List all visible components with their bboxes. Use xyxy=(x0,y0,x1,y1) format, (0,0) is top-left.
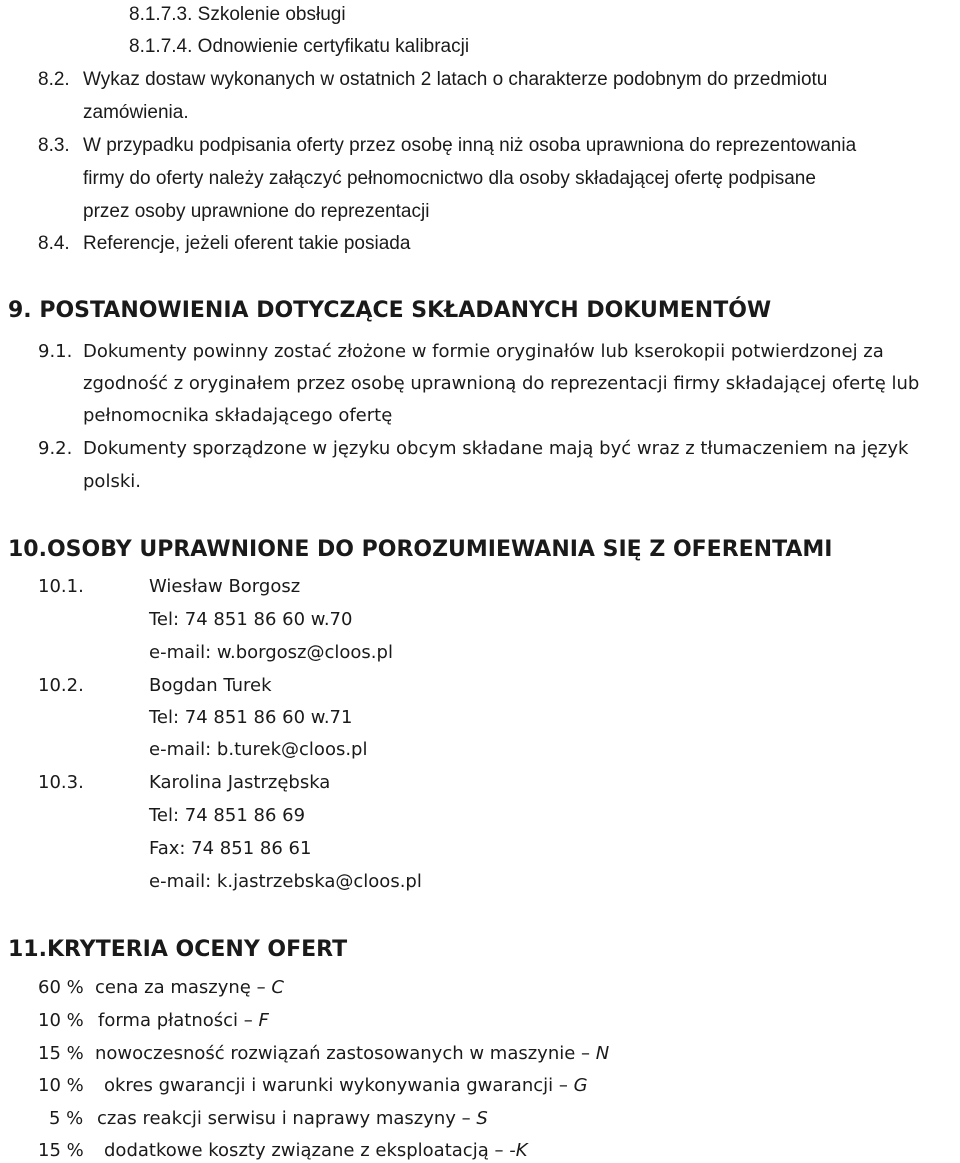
section-10-heading: 10.OSOBY UPRAWNIONE DO POROZUMIEWANIA SIĘ Z OFERENTAMI xyxy=(8,537,833,562)
item-number: 9.2. xyxy=(38,438,73,459)
criterion-weight: 15 % xyxy=(38,1140,84,1161)
criterion-symbol: F xyxy=(258,1010,269,1031)
criterion-weight: 10 % xyxy=(38,1010,84,1031)
item-text-line: W przypadku podpisania oferty przez osobę inną niż osoba uprawniona do reprezentowania xyxy=(83,135,857,156)
section-9-heading: 9. POSTANOWIENIA DOTYCZĄCE SKŁADANYCH DOKUMENTÓW xyxy=(8,298,772,323)
list-item-8-1-7-3 xyxy=(129,3,346,27)
criterion-weight: 15 % xyxy=(38,1043,84,1064)
criterion-symbol: -K xyxy=(509,1140,528,1161)
contact-name: Karolina Jastrzębska xyxy=(149,772,331,793)
criterion-symbol: G xyxy=(573,1075,588,1096)
criterion-symbol: S xyxy=(476,1108,488,1129)
item-number: 8.1.7.3. xyxy=(129,4,193,25)
item-text-line: zamówienia. xyxy=(83,102,189,123)
item-number: 8.4. xyxy=(38,233,70,254)
contact-number: 10.3. xyxy=(38,772,84,793)
item-text-line: Wykaz dostaw wykonanych w ostatnich 2 latach o charakterze podobnym do przedmiotu xyxy=(83,69,828,90)
item-number: 9.1. xyxy=(38,341,73,362)
contact-email: e-mail: b.turek@cloos.pl xyxy=(149,739,368,760)
item-text-line: pełnomocnika składającego ofertę xyxy=(83,405,393,426)
contact-number: 10.2. xyxy=(38,675,84,696)
item-text: Referencje, jeżeli oferent takie posiada xyxy=(83,233,411,254)
contact-number: 10.1. xyxy=(38,576,84,597)
criterion-symbol: N xyxy=(595,1043,610,1064)
criterion-description: okres gwarancji i warunki wykonywania gwarancji – G xyxy=(104,1075,588,1096)
criterion-weight: 60 % xyxy=(38,977,84,998)
contact-phone: Tel: 74 851 86 60 w.70 xyxy=(149,609,353,630)
item-text-line: zgodność z oryginałem przez osobę uprawnioną do reprezentacji firmy składającej ofertę lub xyxy=(83,373,920,394)
contact-phone: Tel: 74 851 86 60 w.71 xyxy=(149,707,353,728)
item-number: 8.2. xyxy=(38,69,70,90)
item-number: 8.1.7.4. xyxy=(129,36,193,57)
item-text-line: polski. xyxy=(83,471,141,492)
criterion-description: dodatkowe koszty związane z eksploatacją – -K xyxy=(104,1140,528,1161)
item-number: 8.3. xyxy=(38,135,70,156)
contact-name: Wiesław Borgosz xyxy=(149,576,301,597)
contact-name: Bogdan Turek xyxy=(149,675,272,696)
item-text-line: firmy do oferty należy załączyć pełnomocnictwo dla osoby składającej ofertę podpisane xyxy=(83,168,816,189)
criterion-description: cena za maszynę – C xyxy=(95,977,284,998)
criterion-description: forma płatności – F xyxy=(98,1010,269,1031)
section-11-heading: 11.KRYTERIA OCENY OFERT xyxy=(8,937,348,962)
item-text-line: Dokumenty sporządzone w języku obcym składane mają być wraz z tłumaczeniem na język xyxy=(83,438,909,459)
contact-email: e-mail: w.borgosz@cloos.pl xyxy=(149,642,393,663)
criterion-symbol: C xyxy=(271,977,284,998)
item-text-line: Dokumenty powinny zostać złożone w formie oryginałów lub kserokopii potwierdzonej za xyxy=(83,341,884,362)
item-text: Odnowienie certyfikatu kalibracji xyxy=(197,36,470,57)
contact-email: e-mail: k.jastrzebska@cloos.pl xyxy=(149,871,422,892)
item-text: Szkolenie obsługi xyxy=(197,4,346,25)
contact-fax: Fax: 74 851 86 61 xyxy=(149,838,312,859)
item-text-line: przez osoby uprawnione do reprezentacji xyxy=(83,201,430,222)
criterion-description: czas reakcji serwisu i naprawy maszyny – S xyxy=(97,1108,488,1129)
contact-phone: Tel: 74 851 86 69 xyxy=(149,805,306,826)
criterion-weight: 10 % xyxy=(38,1075,84,1096)
list-item-8-1-7-4 xyxy=(129,35,469,59)
criterion-description: nowoczesność rozwiązań zastosowanych w maszynie – N xyxy=(95,1043,610,1064)
criterion-weight: 5 % xyxy=(49,1108,84,1129)
